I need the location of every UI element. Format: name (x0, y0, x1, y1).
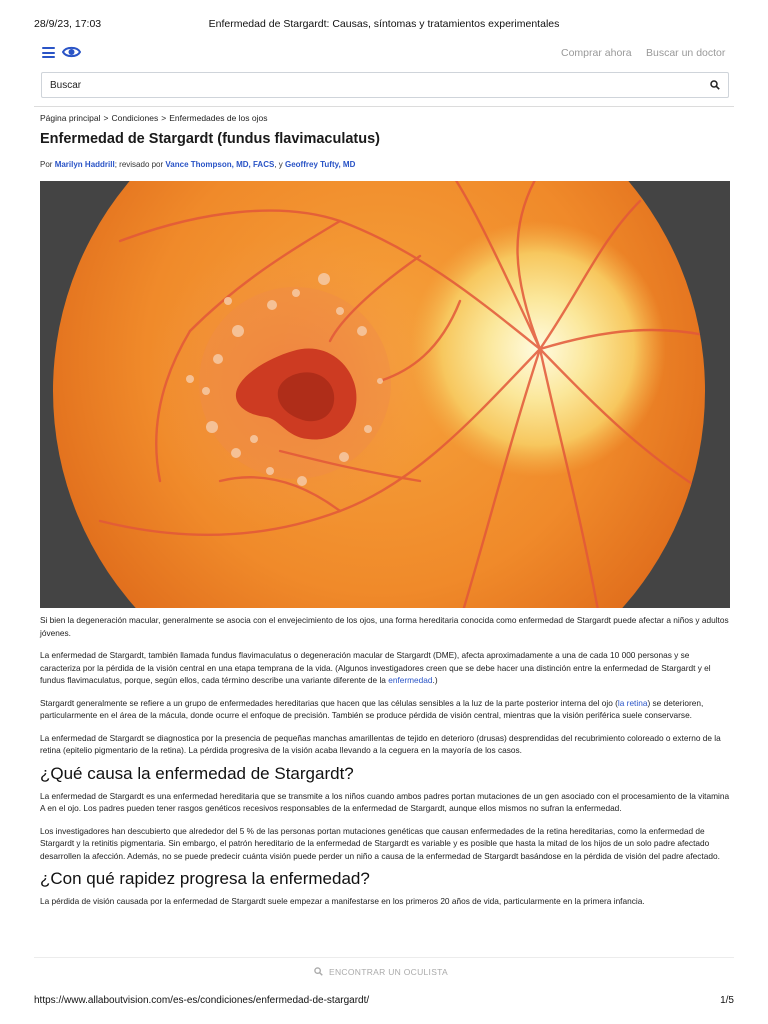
paragraph-text: La enfermedad de Stargardt, también llamada fundus flavimaculatus o degeneración macular de Stargardt (DME), afecta aproximadamente a una de cada 10 000 personas y se caracteriza por la pérdida de la visión central en una etapa temprana de la vida. (Algunos investigadores creen que se debe hacer una distinción entre la enfermedad de Stargardt y el fundus flavimaculatus, porque, según ellos, cada término describe una variante diferente de la (40, 650, 711, 685)
buy-now-link[interactable]: Comprar ahora (561, 47, 632, 59)
sticky-cta-bar (34, 957, 734, 989)
breadcrumb (40, 113, 267, 123)
breadcrumb-home[interactable]: Página principal (40, 113, 101, 123)
eye-logo-icon[interactable] (62, 45, 81, 59)
article-byline (40, 160, 355, 169)
print-page-number: 1/5 (720, 995, 734, 1006)
paragraph-text: Stargardt generalmente se refiere a un grupo de enfermedades hereditarias que hacen que las células sensibles a la luz de la parte posterior interna del ojo ( (40, 697, 618, 708)
print-header (34, 18, 734, 32)
search-icon (314, 967, 323, 976)
find-doctor-link[interactable]: Buscar un doctor (646, 47, 726, 59)
article-paragraph: La enfermedad de Stargardt se diagnostica por la presencia de pequeñas manchas amarillentas de tejido en deterioro (drusas) desprendidas del recubrimiento coloreado o externo de la retina (epitelio pigmentario de la retina). La pérdida progresiva de la visión acaba llevando a la ceguera en la mayoría de los casos. (40, 732, 721, 755)
enfermedad-link[interactable]: enfermedad (388, 675, 433, 685)
byline-joiner: , y (274, 160, 283, 169)
print-page-title: Enfermedad de Stargardt: Causas, síntomas y tratamientos experimentales (208, 18, 560, 30)
search-input[interactable] (42, 73, 692, 97)
header-divider (34, 106, 734, 107)
search-bar (41, 72, 729, 98)
causes-heading: ¿Qué causa la enfermedad de Stargardt? (40, 763, 354, 783)
article-paragraph (40, 649, 730, 687)
print-datetime: 28/9/23, 17:03 (34, 18, 102, 30)
search-icon[interactable] (710, 80, 720, 90)
optic-disc (410, 221, 666, 477)
breadcrumb-separator: > (103, 113, 109, 123)
breadcrumb-eye-diseases[interactable]: Enfermedades de los ojos (169, 113, 268, 123)
progression-heading: ¿Con qué rapidez progresa la enfermedad? (40, 869, 370, 888)
find-oculist-button[interactable] (314, 967, 448, 977)
retina-illustration (40, 181, 730, 608)
author-link[interactable]: Marilyn Haddrill (54, 160, 115, 169)
article-paragraph (40, 697, 730, 722)
breadcrumb-separator: > (161, 113, 167, 123)
breadcrumb-conditions[interactable]: Condiciones (111, 113, 159, 123)
byline-reviewed-text: ; revisado por (114, 160, 164, 169)
article-paragraph: La pérdida de visión causada por la enfermedad de Stargardt suele empezar a manifestarse en los primeros 20 años de vida, particularmente en la primera infancia. (40, 896, 645, 906)
article-body (40, 614, 730, 918)
article-paragraph: La enfermedad de Stargardt es una enfermedad hereditaria que se transmite a los niños cuando ambos padres portan mutaciones de un gen asociado con el procesamiento de la vitamina A en el ojo. Los padres pueden tener rasgos genéticos recesivos responsables de la enfermedad de Stargardt, aunque ellos mismos no sufran la enfermedad. (40, 790, 730, 813)
article-paragraph: Si bien la degeneración macular, generalmente se asocia con el envejecimiento de los ojos, una forma hereditaria conocida como enfermedad de Stargardt puede afectar a niños y adultos jóvenes. (40, 615, 729, 638)
article-title: Enfermedad de Stargardt (fundus flavimaculatus) (40, 131, 381, 147)
print-url: https://www.allaboutvision.com/es-es/condiciones/enfermedad-de-stargardt/ (34, 995, 370, 1006)
reviewer-link[interactable]: Geoffrey Tufty, MD (285, 160, 356, 169)
reviewer-link[interactable]: Vance Thompson, MD, FACS (165, 160, 275, 169)
find-oculist-label: ENCONTRAR UN OCULISTA (329, 967, 449, 977)
byline-prefix: Por (40, 160, 53, 169)
paragraph-text: ) se deterioren, particularmente en el área de la mácula, donde ocurre el enfoque de precisión. También se produce pérdida de visión central, mientras que la visión periférica suele conservarse. (40, 697, 704, 720)
retina-link[interactable]: la retina (617, 697, 648, 708)
article-paragraph: Los investigadores han descubierto que alrededor del 5 % de las personas portan mutaciones genéticas que causan enfermedades de la retina hereditarias, como la enfermedad de Stargardt y la retinitis pigmentaria. Sin embargo, el patrón hereditario de la enfermedad de Stargardt es variable y es posible que hasta la mitad de los hijos de un solo padre afectado desarrollen la afección. Además, no se puede predecir cuánta visión puede perder un niño a causa de la enfermedad de Stargardt basándose en la pérdida de visión del padre afectado. (40, 825, 720, 861)
paragraph-text: .) (432, 675, 438, 685)
hamburger-menu-icon[interactable] (42, 47, 55, 58)
site-header (34, 40, 734, 66)
